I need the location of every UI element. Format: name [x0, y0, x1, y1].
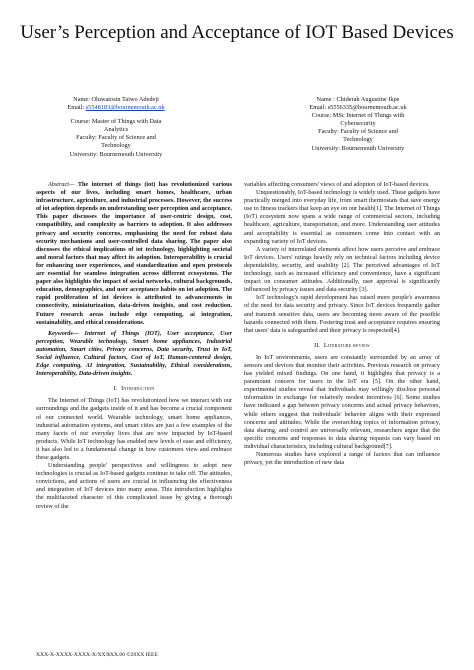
- right-column: [244, 181, 440, 467]
- author-block-left: [14, 96, 218, 159]
- abstract-text: The internet of things (iot) has revolutionized various aspects of our lives, including smart homes, healthcare, urban infrastructure, agriculture, and industrial processes. However, the success of iot adoption depends on understanding user perception and acceptance. This paper discusses the importance of user-centric design, cost, compatibility, and complexity as barriers to adoption. It also addresses privacy and security concerns, emphasizing the need for robust data security mechanisms and user-controlled data sharing. The paper also discusses the ethical implications of iot technology, highlighting societal and moral factors that may affect its adoption. Interoperability is crucial for enhancing user experiences, and standardization and open protocols are essential for seamless integration across different ecosystems. The paper also highlights the impact of social networks, cultural backgrounds, education, demographics, and user acceptance habits on iot adoption. The rapid proliferation of iot devices is attributed to advancements in connectivity, miniaturization, data-driven insights, and cost reduction. Future research areas include edge computing, ai integration, sustainability, and ethical considerations.: [36, 181, 232, 326]
- author-course: Course: Master of Things with Data Analytics: [70, 118, 162, 134]
- paragraph: In IoT environments, users are constantly surrounded by an array of sensors and devices that monitor their activities. Previous research on privacy has yielded mixed findings. On one hand, it highlights that privacy is a paramount concern for users in the IoT era [5]. On the other hand, experimental studies reveal that individuals may willingly disclose personal information in exchange for relatively modest incentives [6]. Some studies have indicated a gap between privacy concerns and actual privacy behaviors, while others suggest that individuals' behavior aligns with their expressed concerns and attitudes. While the overarching topics of information privacy, data sharing, and control are universally relevant, researchers argue that the specific concerns and responses to data sharing requests can vary based on individual characteristics, including cultural background[7].: [244, 353, 440, 450]
- section-heading-literature-review: [244, 342, 440, 350]
- left-column: [36, 181, 232, 511]
- paper-title: User’s Perception and Acceptance of IOT Based Devices: [20, 22, 454, 43]
- section-title: Literature review: [323, 341, 370, 349]
- footer-copyright: XXX-X-XXXX-XXXX-X/XX/$XX.00 ©20XX IEEE: [36, 652, 158, 658]
- author-name: Name: Oluwatosin Taiwo Adedeji: [73, 96, 159, 103]
- paragraph: A variety of interrelated elements affect how users perceive and embrace IoT devices. Users' ratings heavily rely on technical factors including device dependability, security, and usability [2]. The perceived advantages of IoT technology, such as increased efficiency and convenience, have a significant impact on consumer attitudes. Additionally, user approval is significantly influenced by privacy issues and data security [3].: [244, 245, 440, 294]
- section-number: I.: [113, 385, 118, 393]
- abstract: [36, 181, 232, 327]
- paragraph: Numerous studies have explored a range of factors that can influence privacy, yet the introduction of new data: [244, 451, 440, 467]
- author-faculty: Faculty: Faculty of Science and Technology: [76, 134, 156, 150]
- paragraph: Understanding people' perspectives and willingness to adopt new technologies is crucial as IoT-based gadgets continue to take off. The attitudes, convictions, and actions of users are crucial in influencing the effectiveness and integration of IoT devices into many areas. This introduction highlights the multifaceted character of this complicated issue by giving a thorough review of the: [36, 462, 232, 510]
- paragraph: variables affecting consumers' views of and adoption of IoT-based devices.: [244, 181, 430, 188]
- author-university: University: Bournemouth University: [69, 150, 163, 158]
- paragraph: The Internet of Things (IoT) has revolutionized how we interact with our surroundings and the gadgets inside of it and has become a crucial component of our connected world. Wearable technology, smart home appliances, industrial automation systems, and smart cities are just a few examples of the many facets of our everyday lives that are now impacted by IoT-based products. While IoT technology has enabled new levels of ease and efficiency, it has also led to a fundamental change in how customers view and embrace these gadgets.: [36, 397, 232, 461]
- section-title: Introduction: [121, 385, 155, 393]
- author-name: Name : Chiderah Augustine Ikpe: [316, 96, 400, 103]
- section-number: II.: [314, 341, 321, 349]
- author-faculty: Faculty: Faculty of Science and Technology: [318, 128, 398, 144]
- author-course: Course: MSc Internet of Things with Cybersecurity: [311, 112, 405, 128]
- author-email-line: [14, 104, 218, 112]
- paragraph: Unquestionably, IoT-based technology is widely used. These gadgets have practically merged into everyday life, from smart thermostats that save energy use to fitness trackers that keep an eye on our health[1]. The Internet of Things (IoT) ecosystem now spans a wide range of commercial sectors, including healthcare, agriculture, transportation, and more. Understanding user attitudes and acceptability is essential as consumers come into contact with an expanding variety of IoT devices.: [244, 189, 440, 245]
- author-email-link[interactable]: s5548183@bournemouth.ac.uk: [85, 104, 165, 112]
- abstract-label: Abstract—: [48, 181, 75, 188]
- keywords: Keywords— Internet of Things (IOT), User acceptance, User perception, Wearable technology, Smart home appliances, Industrial automation, Smart cities, Privacy concerns, Data security, Trust in IoT, Social influence, Cultural factors, Cost of IoT, Human-centered design, Edge computing, AI integration, Sustainability, Ethical considerations, Interoperability, Data-driven insights.: [36, 329, 232, 378]
- email-prefix: Email:: [67, 104, 86, 112]
- author-university: University: Bournemouth University: [311, 144, 405, 152]
- author-block-right: [256, 96, 460, 153]
- paragraph: IoT technology's rapid development has raised more people's awareness of the need for data security and privacy. Since IoT devices frequently gather and transmit sensitive data, users are becoming more aware of the possible hazards connected with them. Fostering trust and acceptance requires ensuring that users' data is safeguarded and their privacy is respected[4].: [244, 294, 440, 334]
- section-heading-introduction: [36, 385, 232, 393]
- author-email: Email: s5556335@bournemouth.ac.uk: [309, 104, 407, 112]
